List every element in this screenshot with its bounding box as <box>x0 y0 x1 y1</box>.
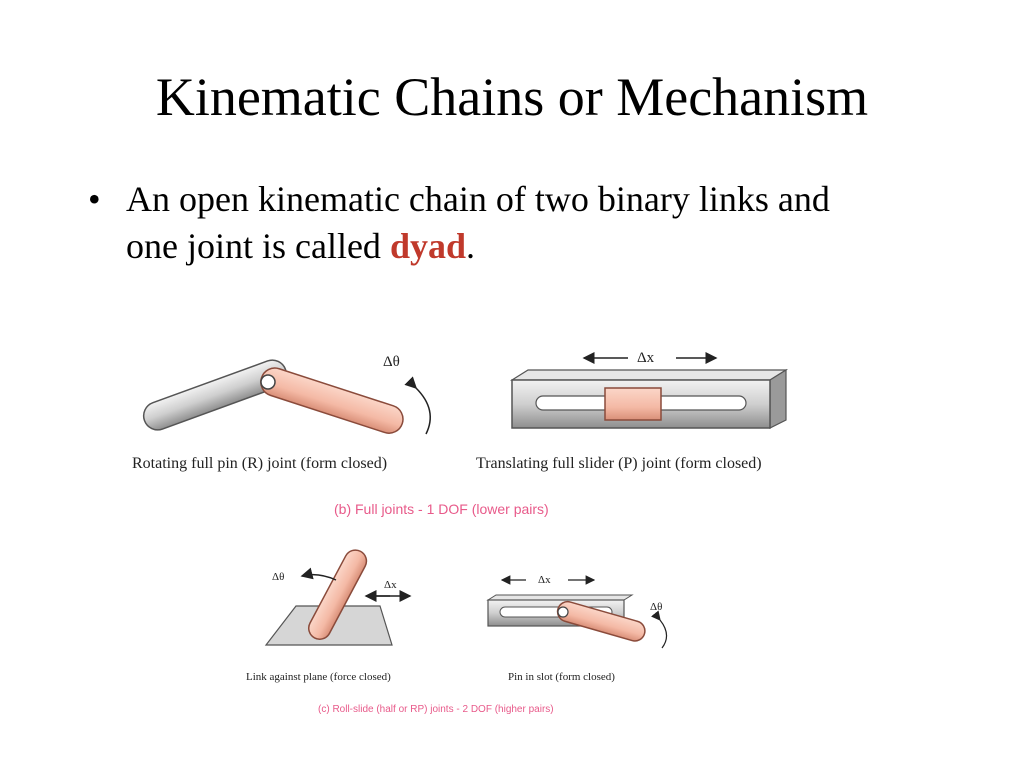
bullet-text-after: . <box>465 226 475 266</box>
full-joints-caption: (b) Full joints - 1 DOF (lower pairs) <box>334 501 549 517</box>
link-plane-caption: Link against plane (force closed) <box>246 671 391 683</box>
slide-title: Kinematic Chains or Mechanism <box>155 67 869 127</box>
translating-slider-caption: Translating full slider (P) joint (form closed) <box>476 455 762 472</box>
translating-slider-joint-drawing <box>512 358 786 428</box>
pin-slot-delta-theta-label: Δθ <box>650 601 663 613</box>
pin-slot-delta-x-label: Δx <box>538 574 551 586</box>
bullet-marker: • <box>88 179 101 219</box>
bullet-emphasis: dyad <box>389 226 466 266</box>
translating-slider-delta-x-label: Δx <box>637 350 655 366</box>
rotating-pin-caption: Rotating full pin (R) joint (form closed) <box>132 455 388 472</box>
link-against-plane-drawing <box>266 546 410 645</box>
pin-in-slot-drawing <box>488 580 667 648</box>
roll-slide-caption: (c) Roll-slide (half or RP) joints - 2 DOF (higher pairs) <box>318 704 554 715</box>
bullet-text-before: An open kinematic chain of two binary links and one joint is called <box>126 179 830 266</box>
link-plane-delta-x-label: Δx <box>384 579 397 591</box>
rotating-pin-delta-theta-label: Δθ <box>383 354 400 370</box>
pin-slot-caption: Pin in slot (form closed) <box>508 671 615 683</box>
link-plane-delta-theta-label: Δθ <box>272 571 285 583</box>
